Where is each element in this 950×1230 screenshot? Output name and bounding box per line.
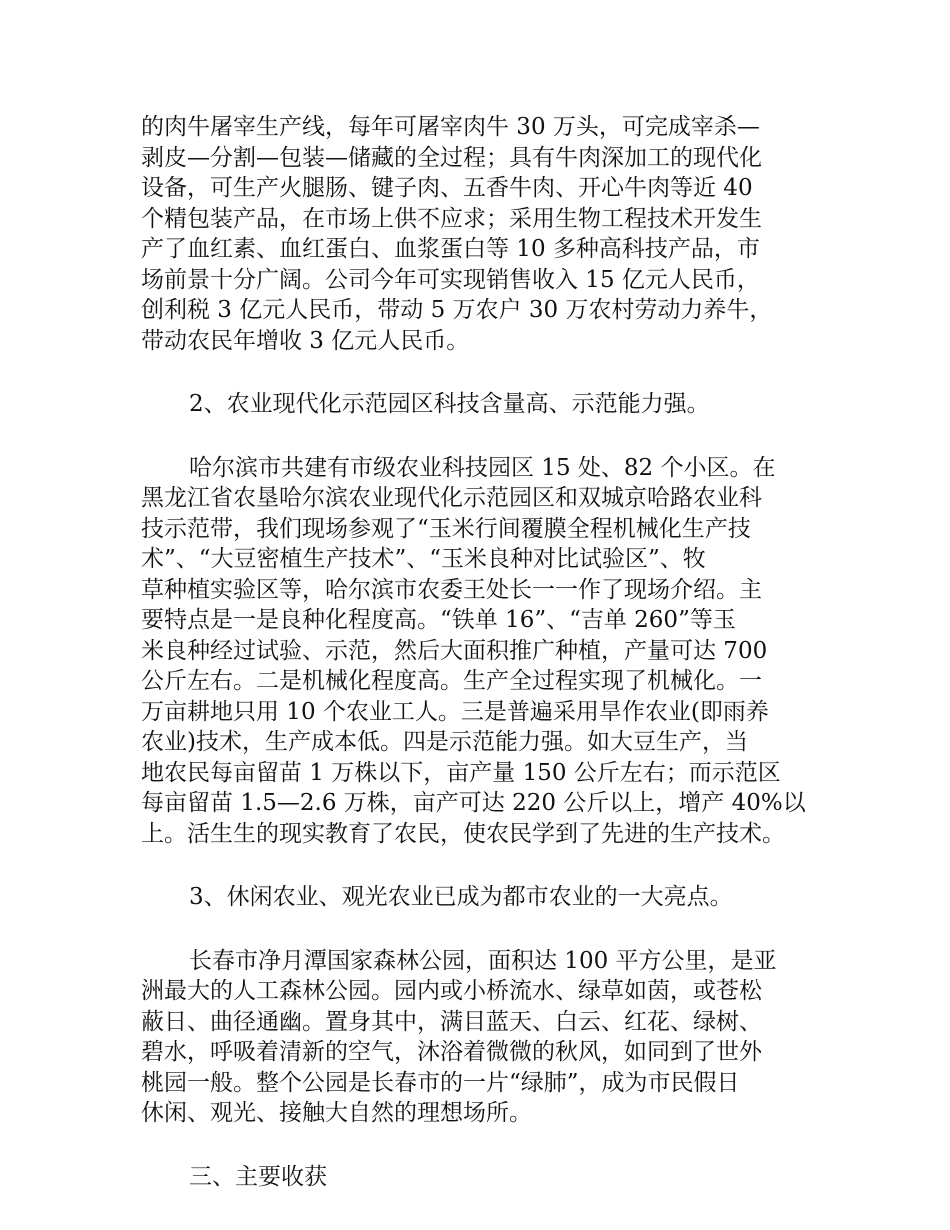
paragraph-harbin-park [141, 453, 831, 850]
text-line: 休闲、观光、接触大自然的理想场所。 [141, 1100, 532, 1126]
text-line: 蔽日、曲径通幽。置身其中，满目蓝天、白云、红花、绿树、 [141, 1008, 762, 1035]
paragraph-changchun-forest [141, 946, 831, 1129]
paragraph-beef-processing [141, 112, 831, 356]
text-line: 技示范带，我们现场参观了“玉米行间覆膜全程机械化生产技 [141, 515, 751, 542]
heading-text: 3、休闲农业、观光农业已成为都市农业的一大亮点。 [189, 884, 733, 910]
text-line: 万亩耕地只用 10 个农业工人。三是普遍采用旱作农业(即雨养 [141, 698, 769, 725]
document-body [141, 112, 831, 1192]
text-line: 地农民每亩留苗 1 万株以下，亩产量 150 公斤左右；而示范区 [141, 759, 781, 786]
text-line: 的肉牛屠宰生产线，每年可屠宰肉牛 30 万头，可完成宰杀— [141, 114, 760, 140]
text-line: 哈尔滨市共建有市级农业科技园区 15 处、82 个小区。在 [189, 454, 776, 481]
text-line: 剥皮—分割—包装—储藏的全过程；具有牛肉深加工的现代化 [141, 144, 762, 171]
text-line: 桃园一般。整个公园是长春市的一片“绿肺”，成为市民假日 [141, 1069, 740, 1096]
text-line: 产了血红素、血红蛋白、血浆蛋白等 10 多种高科技产品，市 [141, 236, 760, 262]
text-line: 农业)技术，生产成本低。四是示范能力强。如大豆生产，当 [141, 729, 748, 755]
section-heading-main-gains [141, 1162, 831, 1193]
text-line: 设备，可生产火腿肠、键子肉、五香牛肉、开心牛肉等近 40 [141, 175, 753, 201]
text-line: 米良种经过试验、示范，然后大面积推广种植，产量可达 700 [141, 637, 768, 664]
heading-text: 2、农业现代化示范园区科技含量高、示范能力强。 [189, 391, 710, 417]
text-line: 带动农民年增收 3 亿元人民币。 [141, 327, 470, 354]
heading-text: 三、主要收获 [189, 1163, 327, 1190]
text-line: 场前景十分广阔。公司今年可实现销售收入 15 亿元人民币， [141, 266, 760, 293]
text-line: 个精包装产品，在市场上供不应求；采用生物工程技术开发生 [141, 205, 762, 232]
text-line: 要特点是一是良种化程度高。“铁单 16”、“吉单 260”等玉 [141, 607, 736, 633]
text-line: 长春市净月潭国家森林公园，面积达 100 平方公里，是亚 [189, 947, 777, 974]
text-line: 草种植实验区等，哈尔滨市农委王处长一一作了现场介绍。主 [141, 576, 762, 603]
text-line: 碧水，呼吸着清新的空气，沐浴着微微的秋风，如同到了世外 [141, 1039, 762, 1065]
section-heading-3 [141, 882, 831, 913]
text-line: 每亩留苗 1.5—2.6 万株，亩产可达 220 公斤以上，增产 40%以 [141, 790, 806, 816]
text-line: 创利税 3 亿元人民币，带动 5 万农户 30 万农村劳动力养牛， [141, 297, 773, 323]
text-line: 洲最大的人工森林公园。园内或小桥流水、绿草如茵，或苍松 [141, 978, 762, 1004]
text-line: 术”、“大豆密植生产技术”、“玉米良种对比试验区”、牧 [141, 546, 706, 572]
section-heading-2 [141, 389, 831, 420]
text-line: 黑龙江省农垦哈尔滨农业现代化示范园区和双城京哈路农业科 [141, 485, 762, 511]
text-line: 公斤左右。二是机械化程度高。生产全过程实现了机械化。一 [141, 668, 762, 694]
text-line: 上。活生生的现实教育了农民，使农民学到了先进的生产技术。 [141, 820, 785, 847]
